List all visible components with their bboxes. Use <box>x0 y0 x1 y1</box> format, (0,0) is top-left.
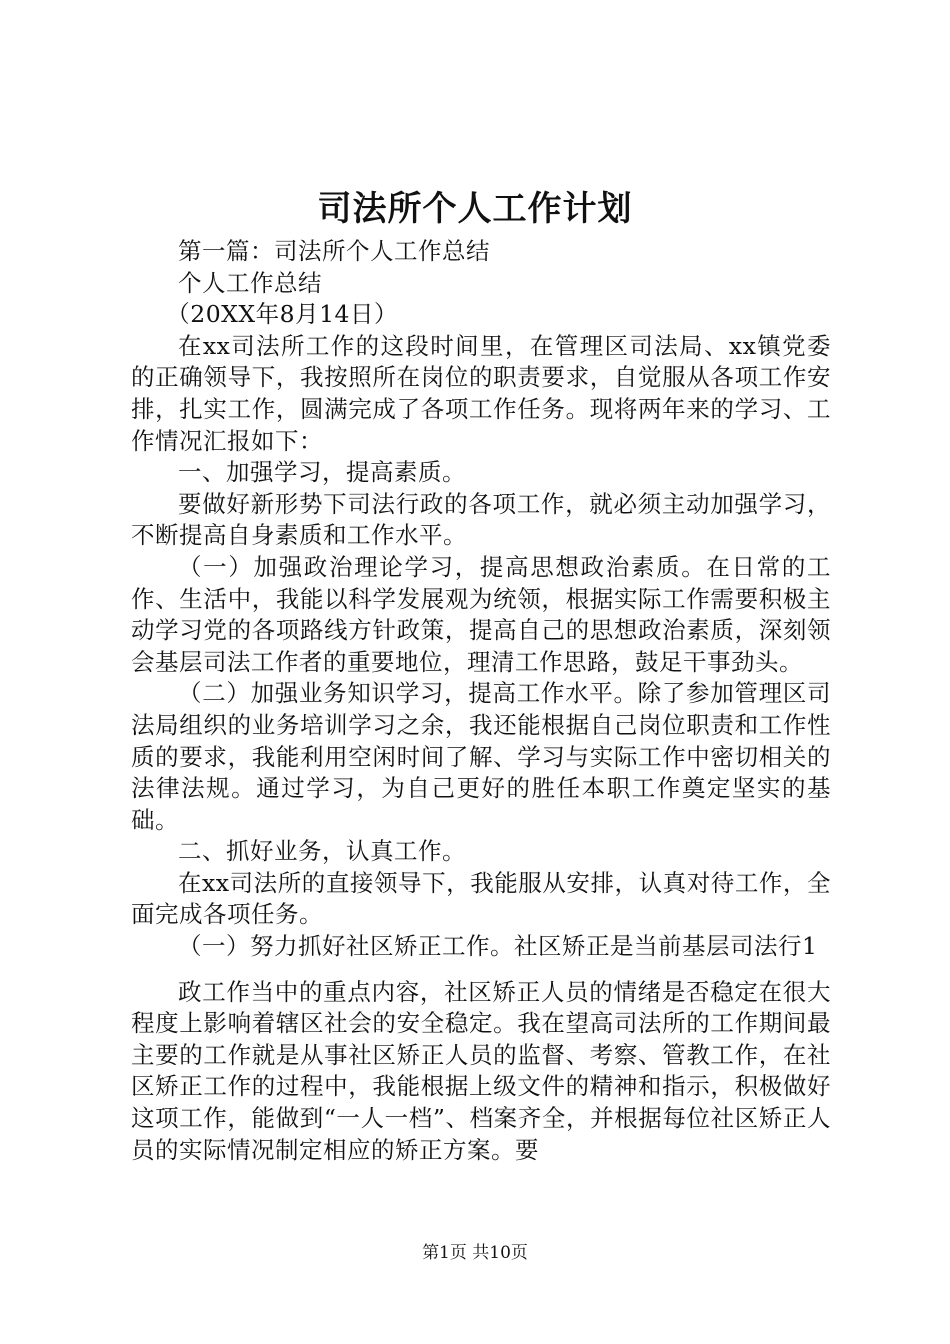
paragraph: 个人工作总结 <box>178 268 322 297</box>
paragraph: 政工作当中的重点内容，社区矫正人员的情绪是否稳定在很大程度上影响着辖区社会的安全稳定。我在望高司法所的工作期间最主要的工作就是从事社区矫正人员的监督、考察、管教工作，在社区矫正工作的过程中，我能根据上级文件的精神和指示，积极做好这项工作，能做到“一人一档”、档案齐全，并根据每位社区矫正人员的实际情况制定相应的矫正方案。要 <box>131 977 831 1164</box>
paragraph: 二、抓好业务，认真工作。 <box>178 837 466 866</box>
page-footer: 第1页 共10页 <box>422 1243 528 1263</box>
paragraph: 第一篇：司法所个人工作总结 <box>178 237 490 265</box>
document-body <box>131 236 831 1166</box>
paragraph: 在xx司法所的直接领导下，我能服从安排，认真对待工作，全面完成各项任务。 <box>131 868 831 929</box>
document-title: 司法所个人工作计划 <box>317 189 633 229</box>
paragraph: （二）加强业务知识学习，提高工作水平。除了参加管理区司法局组织的业务培训学习之余，我还能根据自己岗位职责和工作性质的要求，我能利用空闲时间了解、学习与实际工作中密切相关的法律法规。通过学习，为自己更好的胜任本职工作奠定坚实的基础。 <box>131 679 831 834</box>
paragraph: （一）加强政治理论学习，提高思想政治素质。在日常的工作、生活中，我能以科学发展观为统领，根据实际工作需要积极主动学习党的各项路线方针政策，提高自己的思想政治素质，深刻领会基层司法工作者的重要地位，理清工作思路，鼓足干事劲头。 <box>131 552 831 676</box>
paragraph: 要做好新形势下司法行政的各项工作，就必须主动加强学习，不断提高自身素质和工作水平。 <box>131 489 831 550</box>
paragraph: （一）努力抓好社区矫正工作。社区矫正是当前基层司法行1 <box>178 932 818 961</box>
paragraph: （20XX年8月14日） <box>166 300 398 329</box>
paragraph: 在xx司法所工作的这段时间里，在管理区司法局、xx镇党委的正确领导下，我按照所在岗位的职责要求，自觉服从各项工作安排，扎实工作，圆满完成了各项工作任务。现将两年来的学习、工作情况汇报如下： <box>131 331 831 455</box>
paragraph: 一、加强学习，提高素质。 <box>178 458 466 487</box>
